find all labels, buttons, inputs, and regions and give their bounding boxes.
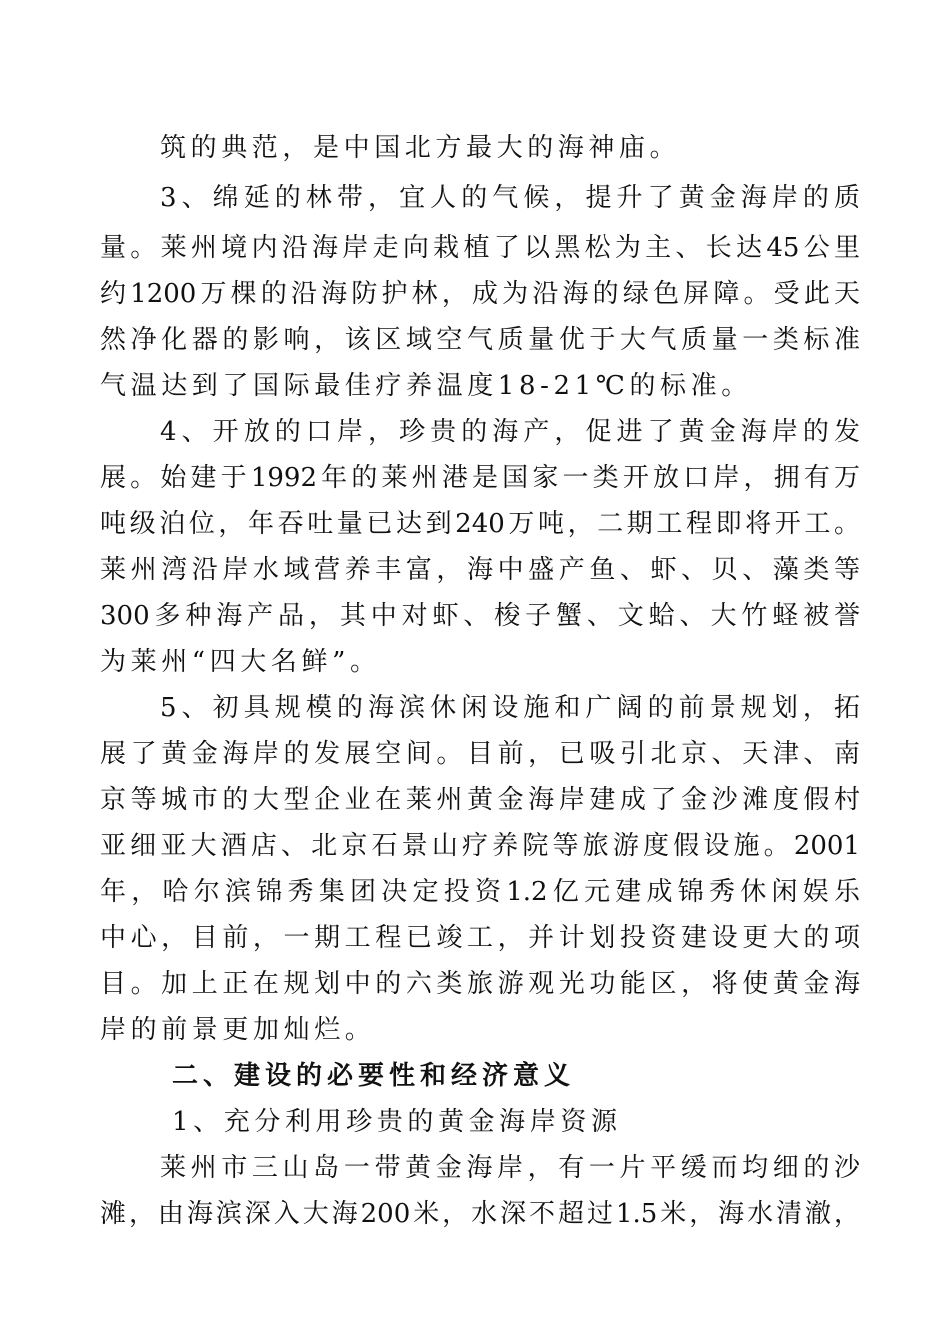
text-line: 吨级泊位，年吞吐量已达到240万吨，二期工程即将开工。 [100,509,860,539]
subsection-heading: 1、充分利用珍贵的黄金海岸资源 [172,1107,622,1137]
text-line: 300多种海产品，其中对虾、梭子蟹、文蛤、大竹蛏被誉 [100,601,860,631]
text-line: 岸的前景更加灿烂。 [100,1015,376,1045]
text-line: 筑的典范，是中国北方最大的海神庙。 [160,133,681,163]
text-line: 莱州湾沿岸水域营养丰富，海中盛产鱼、虾、贝、藻类等 [100,555,860,585]
text-line: 目。加上正在规划中的六类旅游观光功能区，将使黄金海 [100,969,860,999]
text-line: 莱州市三山岛一带黄金海岸，有一片平缓而均细的沙 [160,1153,860,1183]
text-line: 为莱州“四大名鲜”。 [100,647,381,677]
text-line: 年，哈尔滨锦秀集团决定投资1.2亿元建成锦秀休闲娱乐 [100,877,860,907]
text-line: 展。始建于1992年的莱州港是国家一类开放口岸，拥有万 [100,463,860,493]
text-line: 量。莱州境内沿海岸走向栽植了以黑松为主、长达45公里 [100,233,860,263]
text-line: 亚细亚大酒店、北京石景山疗养院等旅游度假设施。2001 [100,831,860,861]
section-heading: 二、建设的必要性和经济意义 [172,1061,576,1091]
text-line: 中心，目前，一期工程已竣工，并计划投资建设更大的项 [100,923,860,953]
text-line: 5、初具规模的海滨休闲设施和广阔的前景规划，拓 [160,693,860,723]
text-line: 3、绵延的林带，宜人的气候，提升了黄金海岸的质 [160,183,860,213]
text-line: 4、开放的口岸，珍贵的海产，促进了黄金海岸的发 [160,417,860,447]
text-line: 约1200万棵的沿海防护林，成为沿海的绿色屏障。受此天 [100,279,860,309]
text-line: 然净化器的影响，该区域空气质量优于大气质量一类标准 [100,325,860,355]
text-line: 京等城市的大型企业在莱州黄金海岸建成了金沙滩度假村 [100,785,860,815]
text-line: 气温达到了国际最佳疗养温度18-21℃的标准。 [100,371,752,401]
text-line: 展了黄金海岸的发展空间。目前，已吸引北京、天津、南 [100,739,860,769]
text-line: 滩，由海滨深入大海200米，水深不超过1.5米，海水清澈， [100,1199,860,1229]
